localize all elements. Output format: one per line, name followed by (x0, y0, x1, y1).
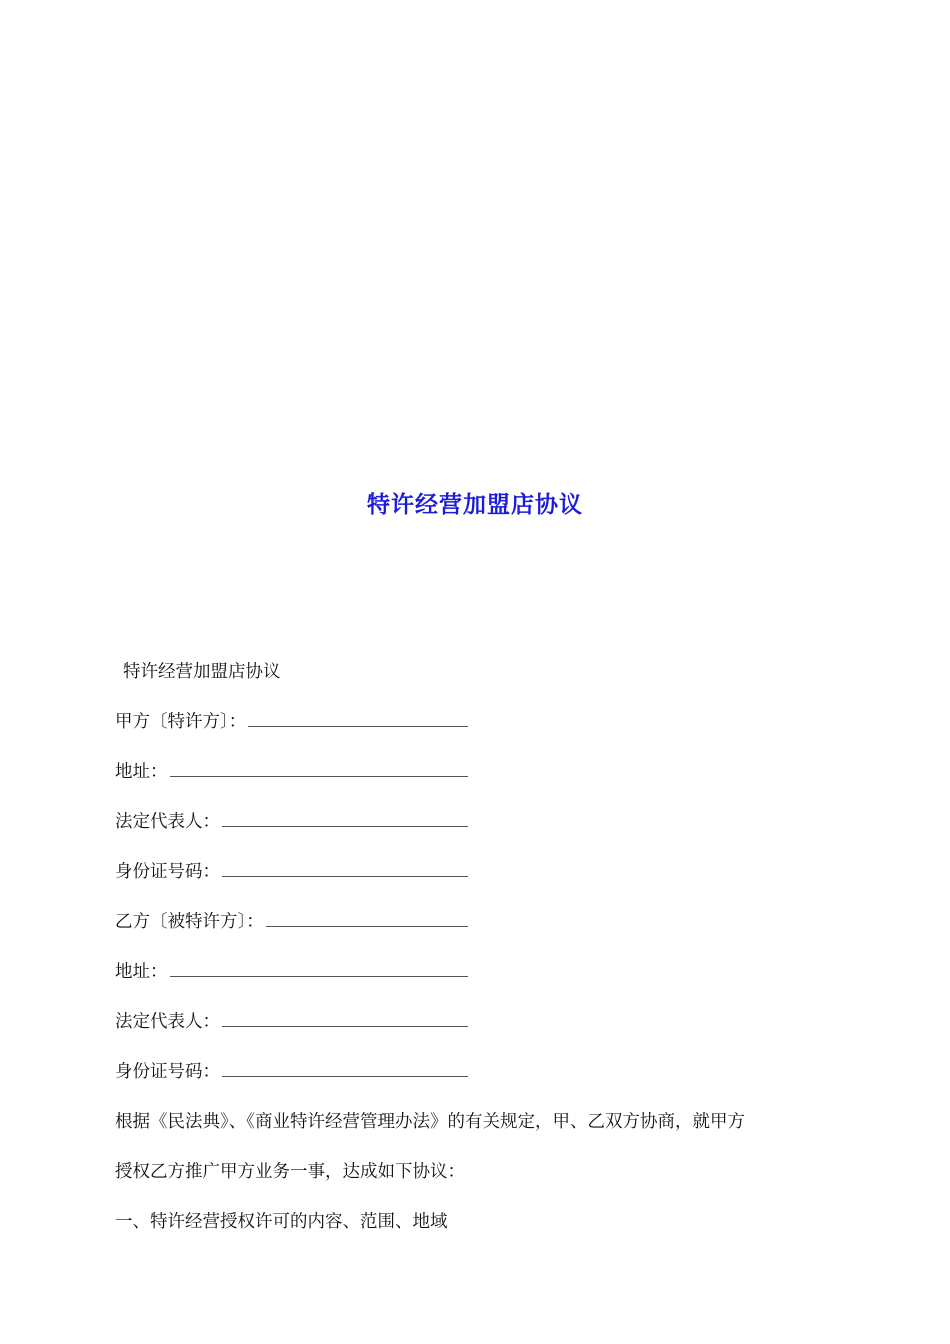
party-a-rep-field (115, 808, 468, 833)
party-a-address-label: 地址： (115, 762, 168, 782)
party-a-address-field (115, 758, 468, 783)
party-b-id-field (115, 1058, 468, 1083)
document-subtitle: 特许经营加盟店协议 (123, 662, 281, 682)
party-b-label: 乙方〔被特许方〕： (115, 912, 264, 932)
party-a-blank (248, 710, 468, 727)
party-b-id-label: 身份证号码： (115, 1062, 220, 1082)
party-b-address-blank (170, 960, 469, 977)
intro-line-1: 根据《民法典》、《商业特许经营管理办法》的有关规定，甲、乙双方协商，就甲方 (115, 1112, 745, 1132)
party-b-rep-field (115, 1008, 468, 1033)
party-b-rep-blank (222, 1010, 468, 1027)
party-a-rep-blank (222, 810, 468, 827)
document-title: 特许经营加盟店协议 (367, 491, 583, 518)
intro-line-2: 授权乙方推广甲方业务一事，达成如下协议： (115, 1162, 465, 1182)
party-b-field (115, 908, 468, 933)
party-b-blank (266, 910, 468, 927)
party-b-address-label: 地址： (115, 962, 168, 982)
party-a-id-blank (222, 860, 468, 877)
party-a-rep-label: 法定代表人： (115, 812, 220, 832)
party-b-id-blank (222, 1060, 468, 1077)
party-b-address-field (115, 958, 468, 983)
party-a-id-label: 身份证号码： (115, 862, 220, 882)
party-b-rep-label: 法定代表人： (115, 1012, 220, 1032)
party-a-field (115, 708, 468, 733)
section-1-heading: 一、特许经营授权许可的内容、范围、地域 (115, 1212, 448, 1232)
party-a-id-field (115, 858, 468, 883)
party-a-label: 甲方〔特许方〕： (115, 712, 247, 732)
party-a-address-blank (170, 760, 469, 777)
